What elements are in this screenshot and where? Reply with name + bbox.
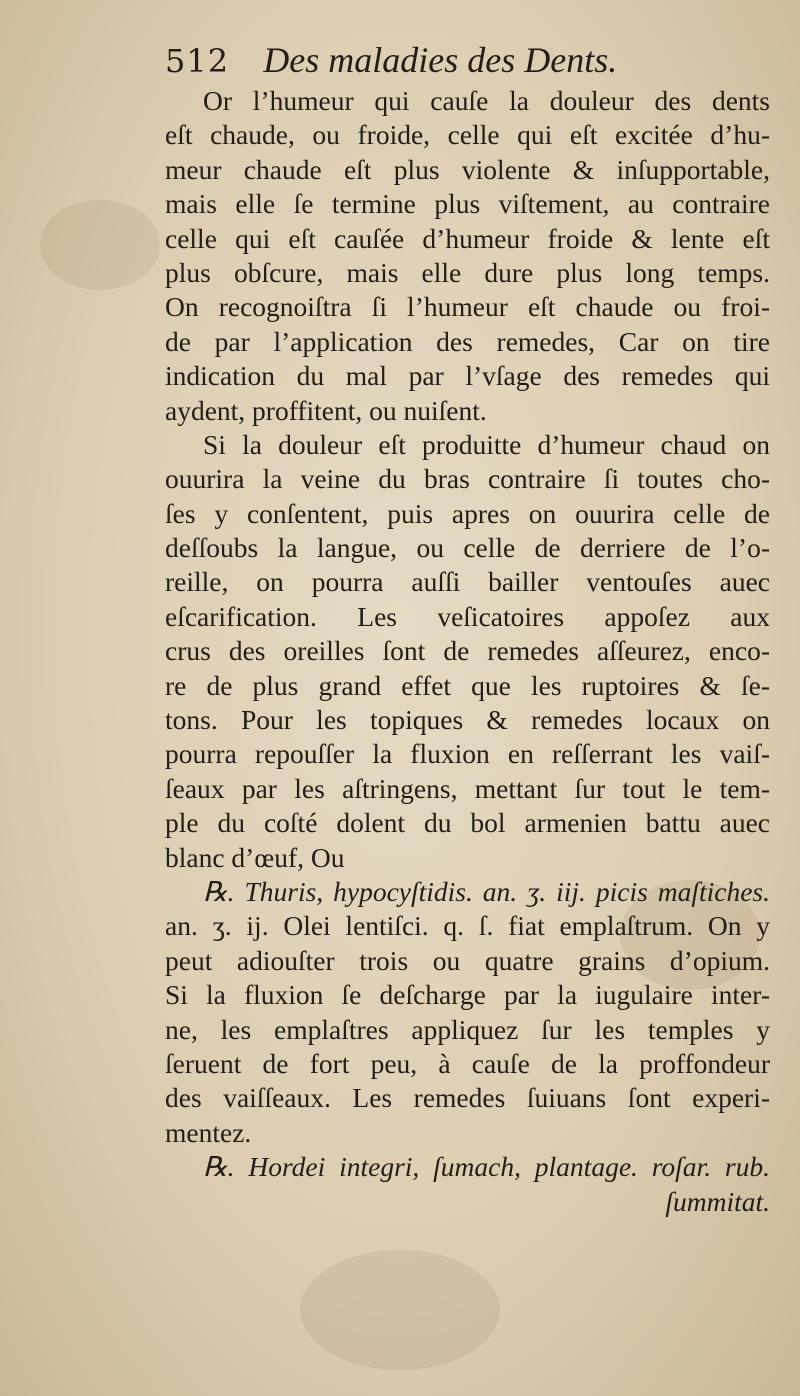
text-line: Si la fluxion ſe deſcharge par la iugulaire inter-: [165, 979, 770, 1011]
page-header: [165, 40, 617, 81]
text-line: ſeruent de fort peu, à cauſe de la proffondeur: [165, 1047, 770, 1079]
text-line: reille, on pourra auſſi bailler ventouſes auec: [165, 566, 770, 598]
recipe-line: ſummitat.: [665, 1185, 770, 1217]
text-line: celle qui eſt cauſée d’humeur froide & lente eſt: [165, 222, 770, 254]
text-line: re de plus grand effet que les ruptoires & ſe-: [165, 669, 770, 701]
text-line: ple du coſté dolent du bol armenien battu auec: [165, 807, 770, 839]
text-line: mentez.: [165, 1116, 252, 1148]
paper-stain: [40, 200, 160, 290]
text-line: Si la douleur eſt produitte d’humeur chaud on: [203, 428, 770, 460]
text-line: eſcarification. Les veſicatoires appoſez aux: [165, 600, 770, 632]
text-line: peut adiouſter trois ou quatre grains d’opium.: [165, 944, 770, 976]
text-line: mais elle ſe termine plus viſtement, au contraire: [165, 188, 770, 220]
text-line: des vaiſſeaux. Les remedes ſuiuans ſont experi-: [165, 1082, 770, 1114]
text-line: aydent, proffitent, ou nuiſent.: [165, 394, 487, 426]
recipe-line: ℞. Thuris, hypocyſtidis. an. ʒ. iij. picis maſtiches.: [203, 875, 770, 907]
text-line: tons. Pour les topiques & remedes locaux on: [165, 704, 770, 736]
recipe-line: an. ʒ. ij. Olei lentiſci. q. ſ. fiat emplaſtrum. On y: [165, 910, 770, 942]
text-line: deſſoubs la langue, ou celle de derriere de l’o-: [165, 532, 770, 564]
text-line: indication du mal par l’vſage des remedes qui: [165, 360, 770, 392]
recipe-line: ℞. Hordei integri, ſumach, plantage. roſar. rub.: [203, 1151, 770, 1183]
body-text: [165, 84, 770, 1219]
text-line: plus obſcure, mais elle dure plus long temps.: [165, 256, 770, 288]
text-line: ſes y conſentent, puis apres on ouurira celle de: [165, 497, 770, 529]
paper-stain: [300, 1250, 500, 1370]
text-line: pourra repouſſer la fluxion en reſſerrant les vaiſ-: [165, 738, 770, 770]
text-line: ne, les emplaſtres appliquez ſur les temples y: [165, 1013, 770, 1045]
text-line: On recognoiſtra ſi l’humeur eſt chaude ou froi-: [165, 291, 770, 323]
running-title: Des maladies des Dents.: [263, 40, 618, 80]
page-number: 512: [165, 42, 230, 80]
text-line: crus des oreilles ſont de remedes aſſeurez, enco-: [165, 635, 770, 667]
text-line: de par l’application des remedes, Car on tire: [165, 325, 770, 357]
text-line: ouurira la veine du bras contraire ſi toutes cho-: [165, 463, 770, 495]
text-line: meur chaude eſt plus violente & inſupportable,: [165, 153, 770, 185]
text-line: ſeaux par les aſtringens, mettant ſur tout le tem-: [165, 772, 770, 804]
text-line: blanc d’œuf, Ou: [165, 841, 345, 873]
text-line: eſt chaude, ou froide, celle qui eſt excitée d’hu-: [165, 119, 770, 151]
text-line: Or l’humeur qui cauſe la douleur des dents: [203, 85, 770, 116]
